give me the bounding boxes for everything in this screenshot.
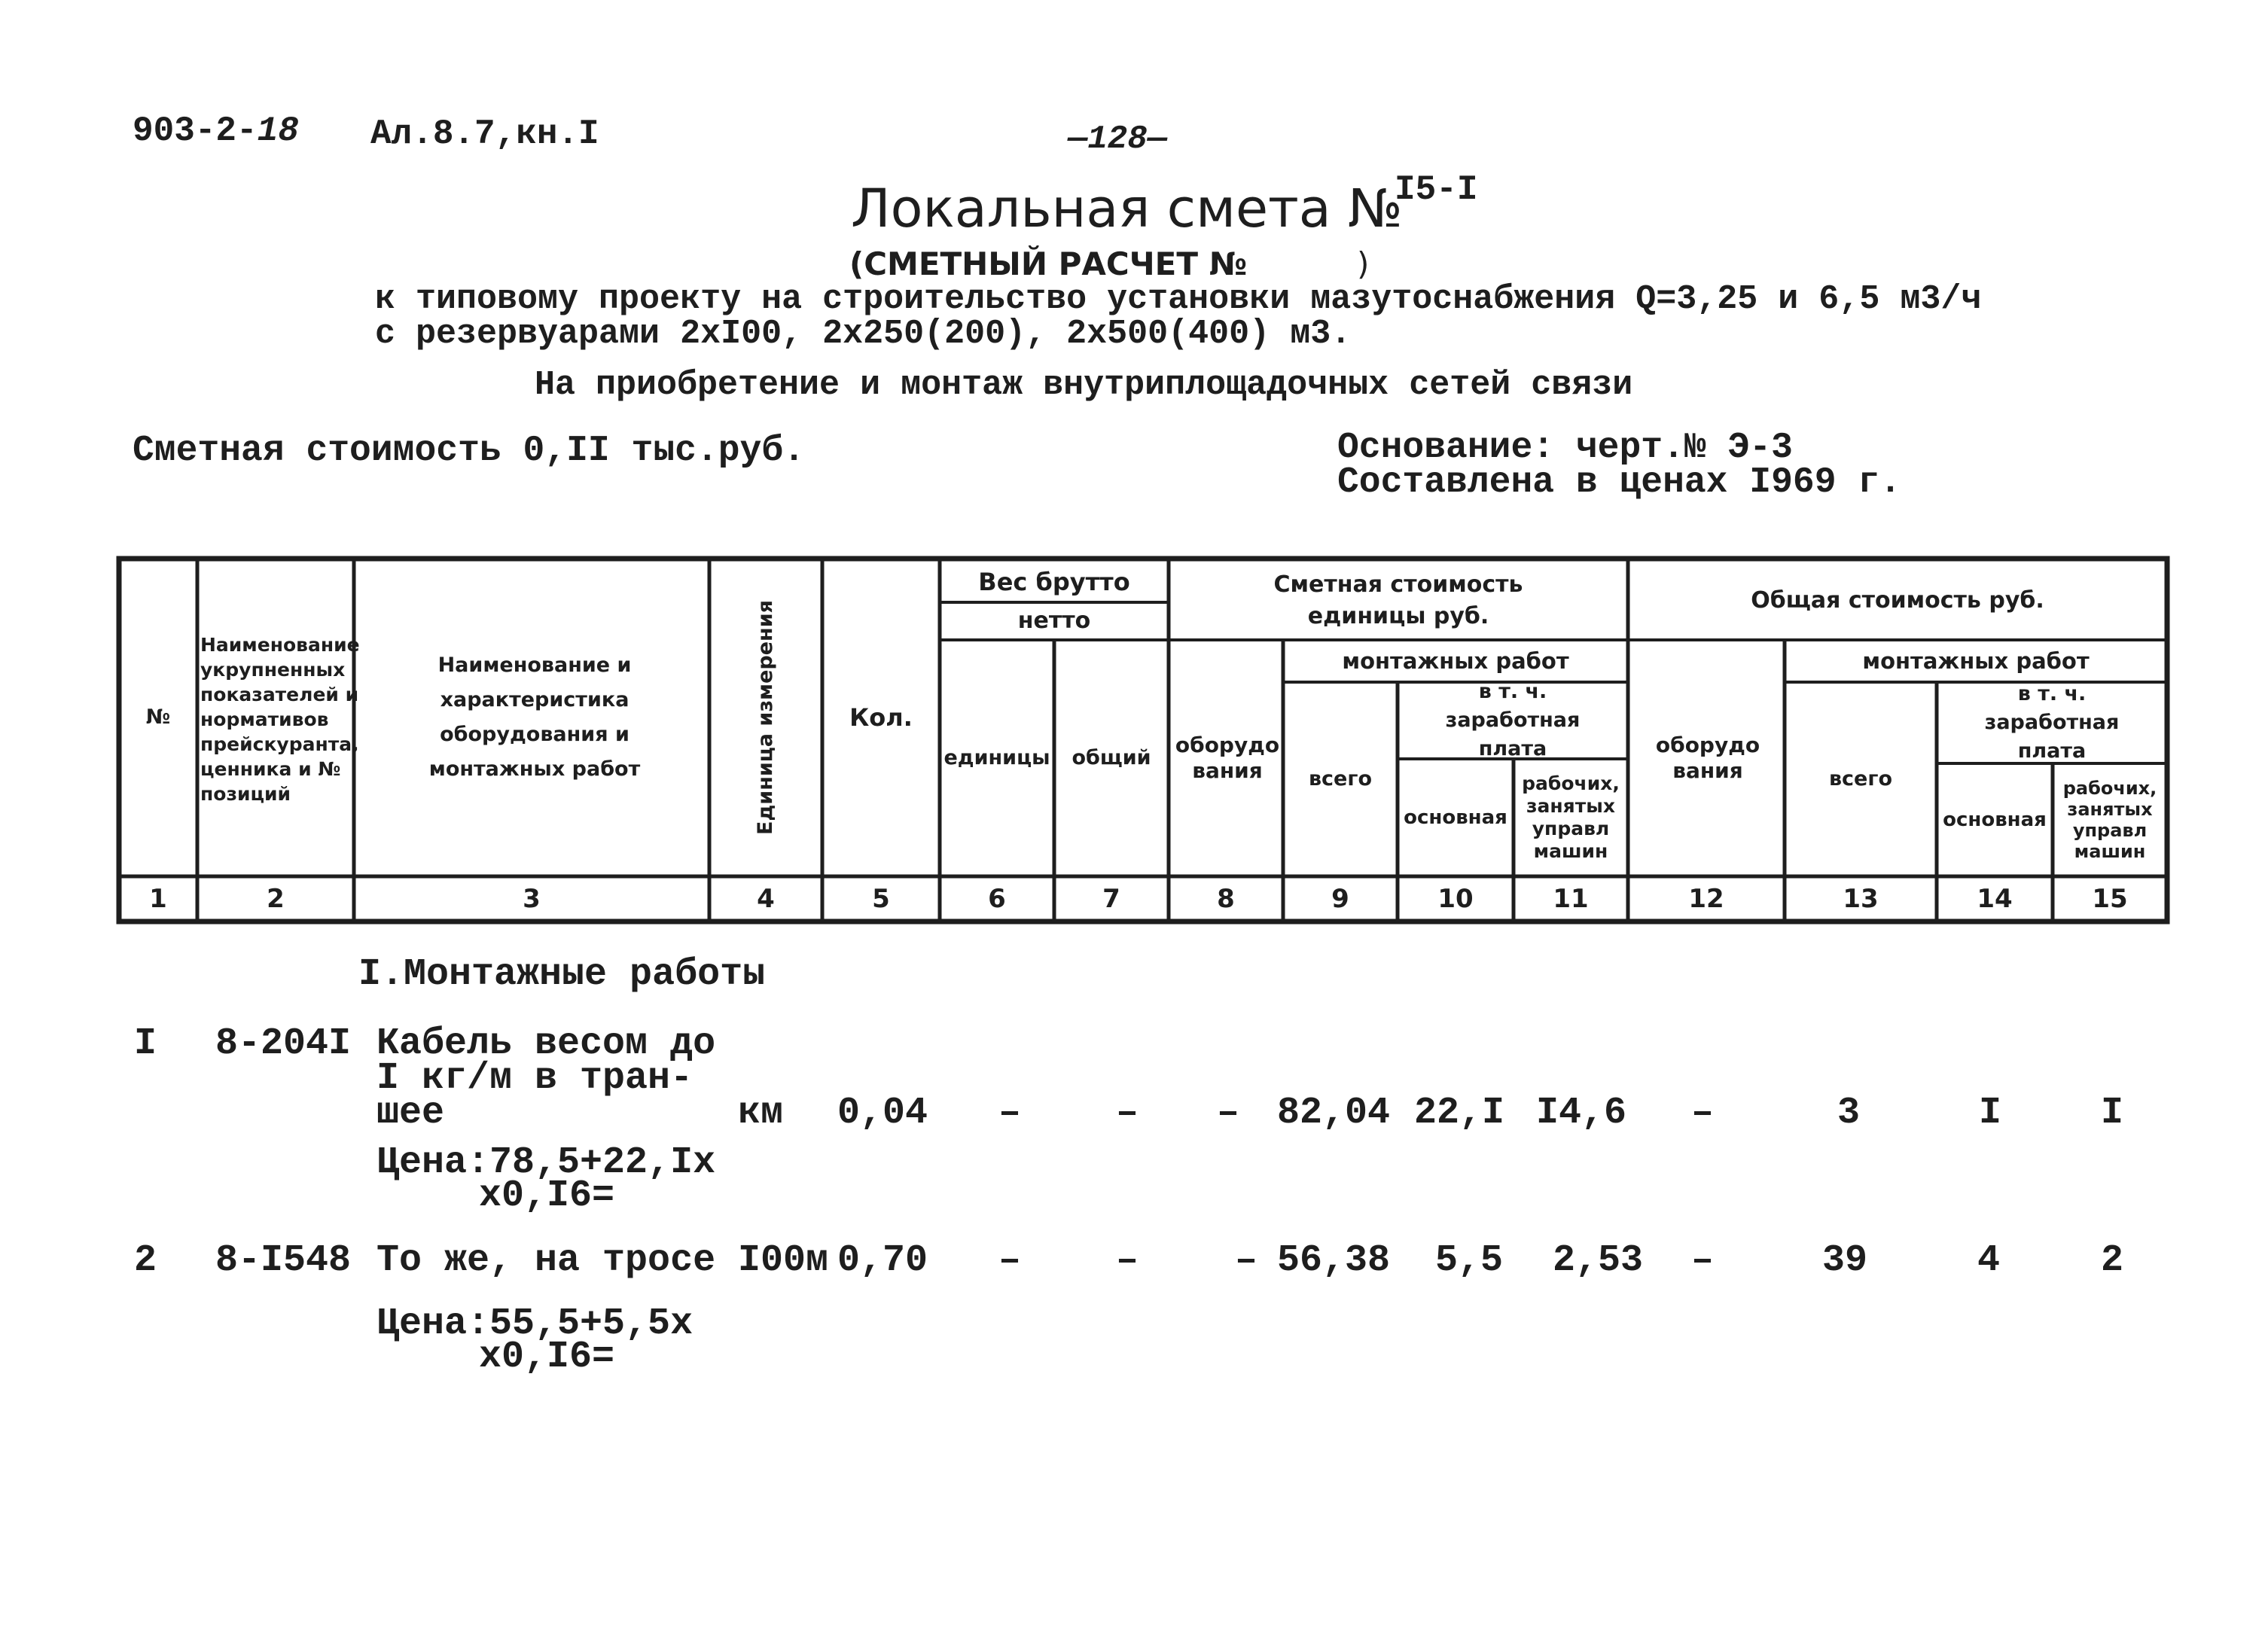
row-t-wage-base: I <box>1979 1092 2002 1135</box>
col-header-qty: Кол. <box>849 703 913 732</box>
col-num-8: 8 <box>1217 884 1235 914</box>
col-header-norms: Наименование укрупненных показателей и нормативов прейскуранта, ценника и № позиций <box>200 633 360 805</box>
col-header-t-wage-mach: рабочих, занятых управл машин <box>2062 778 2157 862</box>
section-title: I.Монтажные работы <box>358 953 766 996</box>
group-unit-cost: Сметная стоимость единицы руб. <box>1273 571 1523 629</box>
group-weight: Вес брутто <box>978 568 1130 596</box>
group-install-2: монтажных работ <box>1862 648 2090 674</box>
col-header-weight-unit: единицы <box>943 746 1050 769</box>
row-code: 8-204I <box>215 1022 352 1065</box>
col-header-no: № <box>145 705 171 729</box>
subtitle-close: ) <box>1357 245 1370 282</box>
group-wage: в т. ч. заработная плата <box>1445 680 1581 760</box>
row-t-equip: – <box>1691 1239 1715 1282</box>
row-qty: 0,70 <box>837 1239 928 1282</box>
row-wage-base: 5,5 <box>1435 1239 1504 1282</box>
col-num-12: 12 <box>1688 884 1724 914</box>
col-header-t-wage-base: основная <box>1943 809 2047 831</box>
basis: Основание: черт.№ Э-3 <box>1337 428 1793 468</box>
row-t-total: 3 <box>1837 1092 1861 1135</box>
col-header-weight-total: общий <box>1072 746 1151 769</box>
col-num-4: 4 <box>757 884 775 914</box>
col-num-5: 5 <box>872 884 890 914</box>
page-number: —128— <box>1068 120 1168 158</box>
col-num-9: 9 <box>1331 884 1349 914</box>
row-equip: – <box>1217 1092 1240 1135</box>
row-code: 8-I548 <box>215 1239 352 1282</box>
group-total-cost: Общая стоимость руб. <box>1751 587 2044 614</box>
col-header-wage-base: основная <box>1404 806 1507 829</box>
col-header-t-total: всего <box>1828 767 1893 791</box>
page-title: Локальная смета № <box>851 178 1403 239</box>
estimate-number: I5-I <box>1395 170 1478 209</box>
group-install: монтажных работ <box>1342 648 1569 674</box>
row-total: 82,04 <box>1277 1092 1391 1135</box>
project-line-2: с резервуарами 2хI00, 2х250(200), 2х500(400) м3. <box>375 315 1352 353</box>
row-weight-total: – <box>1116 1239 1139 1282</box>
row-name-line: То же, на тросе <box>376 1239 716 1282</box>
row-name-line: Кабель весом до <box>376 1022 716 1065</box>
row-wage-mach: 2,53 <box>1553 1239 1644 1282</box>
project-line-1: к типовому проекту на строительство установки мазутоснабжения Q=3,25 и 6,5 м3/ч <box>375 280 1982 318</box>
row-unit: I00м <box>738 1239 829 1282</box>
row-qty: 0,04 <box>837 1092 928 1135</box>
row-price-line: Цена:78,5+22,Iх <box>376 1141 716 1184</box>
row-name-line: I кг/м в тран- <box>376 1057 694 1100</box>
row-weight-total: – <box>1116 1092 1139 1135</box>
col-num-15: 15 <box>2092 884 2128 914</box>
col-num-1: 1 <box>149 884 167 914</box>
doc-code: 903-2-18 <box>133 111 299 151</box>
row-name-line: шее <box>376 1092 445 1135</box>
row-unit: км <box>738 1092 784 1135</box>
album-ref: Ал.8.7,кн.I <box>370 114 599 154</box>
col-num-3: 3 <box>523 884 541 914</box>
row-price-line: х0,I6= <box>479 1174 615 1217</box>
group-wage-2: в т. ч. заработная плата <box>1984 682 2120 763</box>
price-year: Составлена в ценах I969 г. <box>1337 462 1901 503</box>
col-num-7: 7 <box>1102 884 1120 914</box>
row-t-wage-mach: 2 <box>2101 1239 2124 1282</box>
row-price-line: х0,I6= <box>479 1336 615 1378</box>
row-wage-base: 22,I <box>1414 1092 1505 1135</box>
row-t-wage-mach: I <box>2101 1092 2124 1135</box>
estimated-cost: Сметная стоимость 0,II тыс.руб. <box>133 431 805 471</box>
group-weight-netto: нетто <box>1017 608 1091 634</box>
subtitle: (СМЕТНЫЙ РАСЧЕТ № <box>849 245 1248 282</box>
col-header-unit: Единица измерения <box>754 600 778 835</box>
row-t-wage-base: 4 <box>1977 1239 2001 1282</box>
col-header-name: Наименование и характеристика оборудования и монтажных работ <box>428 653 641 781</box>
col-header-wage-mach: рабочих, занятых управл машин <box>1522 772 1620 862</box>
row-t-equip: – <box>1691 1092 1715 1135</box>
purpose-line: На приобретение и монтаж внутриплощадочных сетей связи <box>535 366 1633 404</box>
col-num-13: 13 <box>1843 884 1879 914</box>
row-total: 56,38 <box>1277 1239 1391 1282</box>
col-num-2: 2 <box>267 884 285 914</box>
row-no: 2 <box>134 1239 157 1282</box>
row-no: I <box>134 1022 157 1065</box>
col-header-equip: оборудования <box>1175 733 1280 783</box>
row-weight-unit: – <box>998 1239 1022 1282</box>
col-num-6: 6 <box>988 884 1006 914</box>
col-num-14: 14 <box>1977 884 2013 914</box>
row-price-line: Цена:55,5+5,5х <box>376 1302 694 1345</box>
row-wage-mach: I4,6 <box>1536 1092 1627 1135</box>
col-num-10: 10 <box>1437 884 1474 914</box>
col-header-t-equip: оборудования <box>1655 733 1760 783</box>
col-header-total: всего <box>1308 767 1373 791</box>
col-num-11: 11 <box>1553 884 1589 914</box>
row-t-total: 39 <box>1822 1239 1868 1282</box>
row-equip: – <box>1235 1239 1258 1282</box>
row-weight-unit: – <box>998 1092 1022 1135</box>
